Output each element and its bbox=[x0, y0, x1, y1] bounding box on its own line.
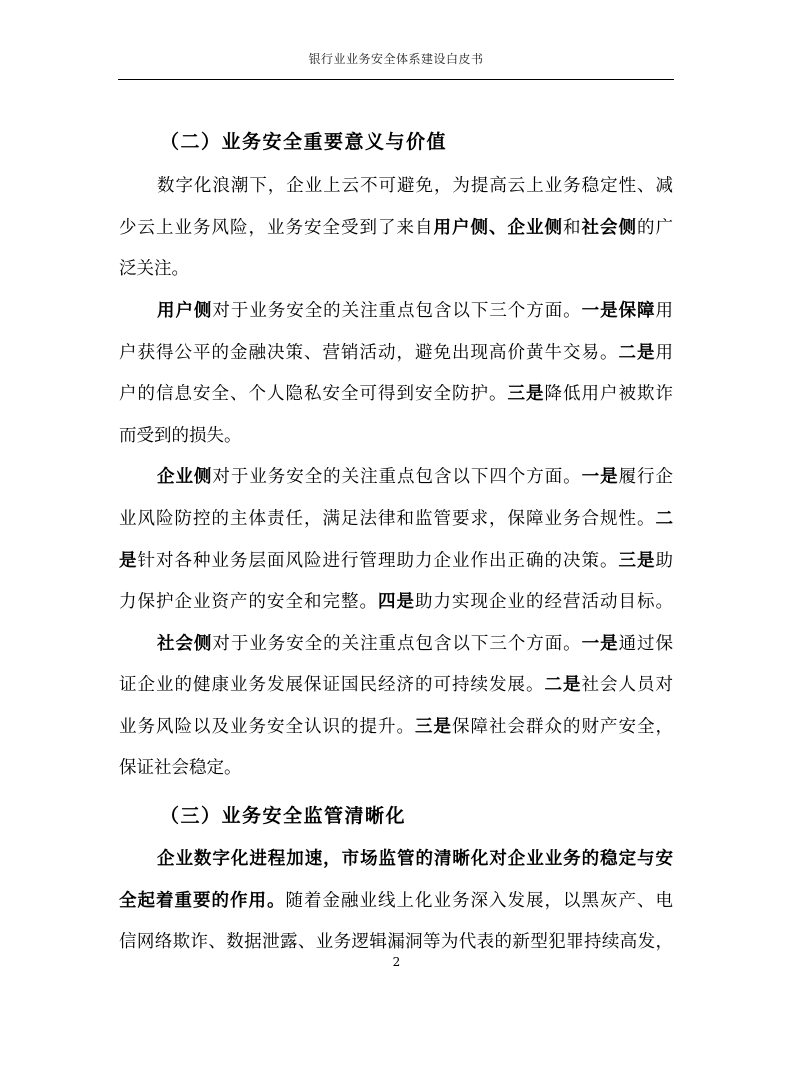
text-run: 助力实现企业的经营活动目标。 bbox=[415, 592, 673, 612]
user-line-3 bbox=[119, 384, 673, 404]
page-number: 2 bbox=[392, 955, 401, 969]
section-heading-3: （三）业务安全监管清晰化 bbox=[160, 805, 407, 827]
bold-term: 社会侧 bbox=[581, 218, 637, 238]
text-run: 户的信息安全、个人隐私安全可得到安全防护。 bbox=[119, 384, 508, 404]
text-run: 通过保 bbox=[618, 634, 674, 654]
text-run: 用 bbox=[655, 343, 673, 363]
bold-term: 三是 bbox=[618, 551, 656, 571]
text-run: 降低用户被欺诈 bbox=[544, 384, 673, 404]
text-run: 保障社会群众的财产安全， bbox=[452, 717, 673, 737]
text-run: 履行企 bbox=[618, 467, 674, 487]
user-line-1 bbox=[157, 301, 673, 321]
bold-term: 一是 bbox=[581, 634, 619, 654]
enterprise-line-3 bbox=[119, 551, 673, 571]
text-run: 少云上业务风险，业务安全受到了来自 bbox=[119, 218, 434, 238]
text-run: 助 bbox=[655, 551, 673, 571]
bold-term: 二是 bbox=[544, 675, 582, 695]
user-line-4: 而受到的损失。 bbox=[119, 426, 242, 446]
bold-term: 企业侧 bbox=[157, 467, 213, 487]
society-line-3 bbox=[119, 717, 673, 737]
text-run: 证企业的健康业务发展保证国民经济的可持续发展。 bbox=[119, 675, 545, 695]
supervision-line-2 bbox=[119, 891, 673, 911]
text-run: 户获得公平的金融决策、营销活动，避免出现高价黄牛交易。 bbox=[119, 343, 619, 363]
enterprise-line-4 bbox=[119, 592, 673, 612]
bold-term: 是 bbox=[119, 551, 138, 571]
bold-term: 全起着重要的作用。 bbox=[119, 891, 286, 911]
society-line-1 bbox=[157, 634, 673, 654]
text-run: 和 bbox=[563, 218, 582, 238]
header-divider bbox=[118, 79, 674, 80]
text-run: 对于业务安全的关注重点包含以下四个方面。 bbox=[212, 467, 582, 487]
text-run: 对于业务安全的关注重点包含以下三个方面。 bbox=[212, 634, 582, 654]
page-header-title: 银行业业务安全体系建设白皮书 bbox=[308, 52, 484, 66]
text-run: 的广 bbox=[637, 218, 673, 238]
bold-term: 三是 bbox=[415, 717, 452, 737]
bold-term: 一是 bbox=[581, 467, 619, 487]
text-run: 用 bbox=[655, 301, 674, 321]
bold-term: 四是 bbox=[378, 592, 415, 612]
text-run: 力保护企业资产的安全和完整。 bbox=[119, 592, 378, 612]
intro-line-3: 泛关注。 bbox=[119, 259, 189, 279]
supervision-line-3: 信网络欺诈、数据泄露、业务逻辑漏洞等为代表的新型犯罪持续高发， bbox=[119, 932, 673, 952]
bold-term: 用户侧、企业侧 bbox=[433, 218, 563, 238]
bold-term: 二 bbox=[655, 509, 673, 529]
text-run: 随着金融业线上化业务深入发展，以黑灰产、电 bbox=[285, 891, 673, 911]
section-heading-2: （二）业务安全重要意义与价值 bbox=[160, 131, 448, 153]
bold-term: 社会侧 bbox=[157, 634, 213, 654]
society-line-4: 保证社会稳定。 bbox=[119, 758, 242, 778]
enterprise-line-2 bbox=[119, 509, 673, 529]
society-line-2 bbox=[119, 675, 673, 695]
text-run: 社会人员对 bbox=[581, 675, 673, 695]
intro-line-2 bbox=[119, 218, 673, 238]
bold-term: 三是 bbox=[507, 384, 545, 404]
bold-term: 一是保障 bbox=[581, 301, 656, 321]
text-run: 对于业务安全的关注重点包含以下三个方面。 bbox=[212, 301, 582, 321]
intro-line-1: 数字化浪潮下，企业上云不可避免，为提高云上业务稳定性、减 bbox=[157, 176, 673, 196]
text-run: 业风险防控的主体责任，满足法律和监管要求，保障业务合规性。 bbox=[119, 509, 656, 529]
user-line-2 bbox=[119, 343, 673, 363]
supervision-line-1: 企业数字化进程加速，市场监管的清晰化对企业业务的稳定与安 bbox=[157, 849, 673, 869]
bold-term: 二是 bbox=[618, 343, 656, 363]
text-run: 业务风险以及业务安全认识的提升。 bbox=[119, 717, 415, 737]
enterprise-line-1 bbox=[157, 467, 673, 487]
bold-term: 用户侧 bbox=[157, 301, 213, 321]
text-run: 针对各种业务层面风险进行管理助力企业作出正确的决策。 bbox=[137, 551, 619, 571]
